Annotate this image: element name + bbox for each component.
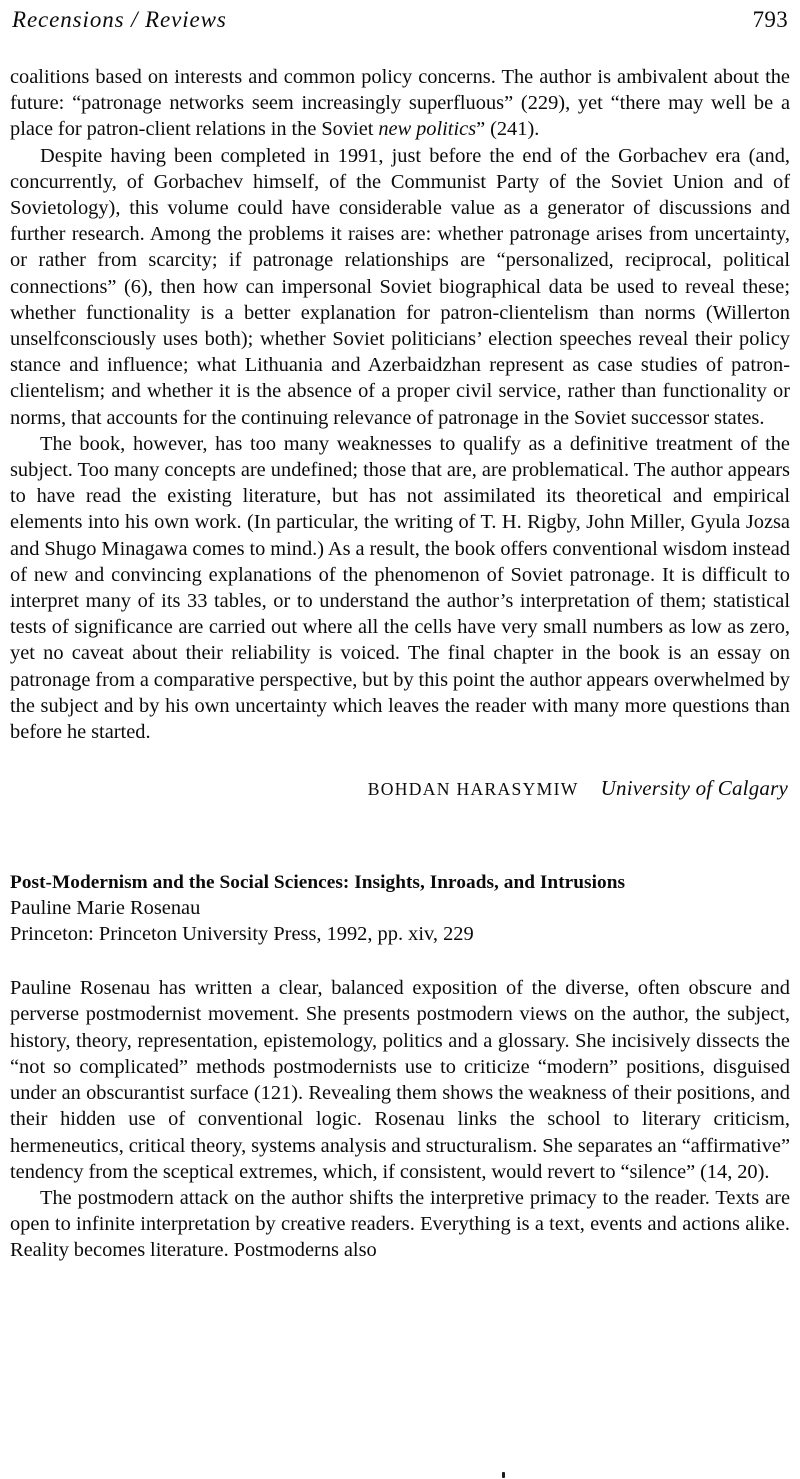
reviewer-affiliation: University of Calgary [600, 776, 788, 801]
text-run: The postmodern attack on the author shifts the interpretive primacy to the reader. Texts are open to infinite interpretation by creative readers. Everything is a text, events and actions alike. Reality becomes literature. Postmoderns also [10, 1186, 790, 1262]
review-two-header [10, 870, 790, 947]
text-run: Pauline Rosenau has written a clear, balanced exposition of the diverse, often obscure and perverse postmodernist movement. She presents postmodern views on the author, the subject, history, theory, representation, epistemology, politics and a glossary. She incisively dissects the “not so complicated” methods postmodernists use to criticize “modern” positions, disguised under an obscurantist surface (121). Revealing them shows the weakness of their positions, and their hidden use of conventional logic. Rosenau links the school to literary criticism, hermeneutics, critical theory, systems analysis and structuralism. She separates an “affirmative” tendency from the sceptical extremes, which, if consistent, would revert to “silence” (14, 20). [10, 977, 790, 1183]
text-run: coalitions based on interests and common policy concerns. The author is ambivalent about the future: “patronage networks seem increasingly superfluous” (229), yet “there may well be a place for patron-client relations in the Soviet [10, 66, 790, 141]
review-two-body [10, 975, 790, 1263]
running-head [10, 6, 790, 40]
reviewer-signature [10, 775, 790, 802]
paragraph [10, 143, 790, 431]
reviewer-name: BOHDAN HARASYMIW [367, 779, 579, 800]
book-title: Post-Modernism and the Social Sciences: Insights, Inroads, and Intrusions [10, 872, 626, 894]
book-imprint: Princeton: Princeton University Press, 1992, pp. xiv, 229 [10, 923, 474, 946]
paragraph [10, 64, 790, 143]
text-run: ” (241). [476, 118, 540, 141]
review-one-body [10, 64, 790, 745]
paragraph [10, 1185, 790, 1264]
text-run: Despite having been completed in 1991, just before the end of the Gorbachev era (and, concurrently, of Gorbachev himself, of the Communist Party of the Soviet Union and of Sovietology), this volume could have considerable value as a generator of discussions and further research. Among the problems it raises are: whether patronage arises from uncertainty, or rather from scarcity; if patronage relationships are “personalized, reciprocal, political connections” (6), then how can impersonal Soviet biographical data be used to reveal these; whether functionality is a better explanation for patron-clientelism than norms (Willerton unselfconsciously uses both); whether Soviet politicians’ election speeches reveal their policy stance and influence; what Lithuania and Azerbaidzhan represent as case studies of patron-clientelism; and whether it is the absence of a proper civil service, rather than functionality or norms, that accounts for the continuing relevance of patronage in the Soviet successor states. [10, 144, 790, 429]
scan-artifact-speck [502, 1472, 505, 1478]
paragraph [10, 431, 790, 745]
text-run: The book, however, has too many weaknesses to qualify as a definitive treatment of the subject. Too many concepts are undefined; those that are, are problematical. The author appears to have read the existing literature, but has not assimilated its theoretical and empirical elements into his own work. (In particular, the writing of T. H. Rigby, John Miller, Gyula Jozsa and Shugo Minagawa comes to mind.) As a result, the book offers conventional wisdom instead of new and convincing explanations of the phenomenon of Soviet patronage. It is difficult to interpret many of its 33 tables, or to understand the author’s interpretation of them; statistical tests of significance are carried out where all the cells have very small numbers as low as zero, yet no caveat about their reliability is voiced. The final chapter in the book is an essay on patronage from a comparative perspective, but by this point the author appears overwhelmed by the subject and by his own uncertainty which leaves the reader with many more questions than before he started. [10, 432, 790, 744]
paragraph [10, 975, 790, 1185]
running-head-title: Recensions / Reviews [12, 7, 227, 32]
page-number: 793 [752, 7, 788, 32]
italic-run: new politics [378, 118, 477, 141]
book-author: Pauline Marie Rosenau [10, 897, 201, 920]
